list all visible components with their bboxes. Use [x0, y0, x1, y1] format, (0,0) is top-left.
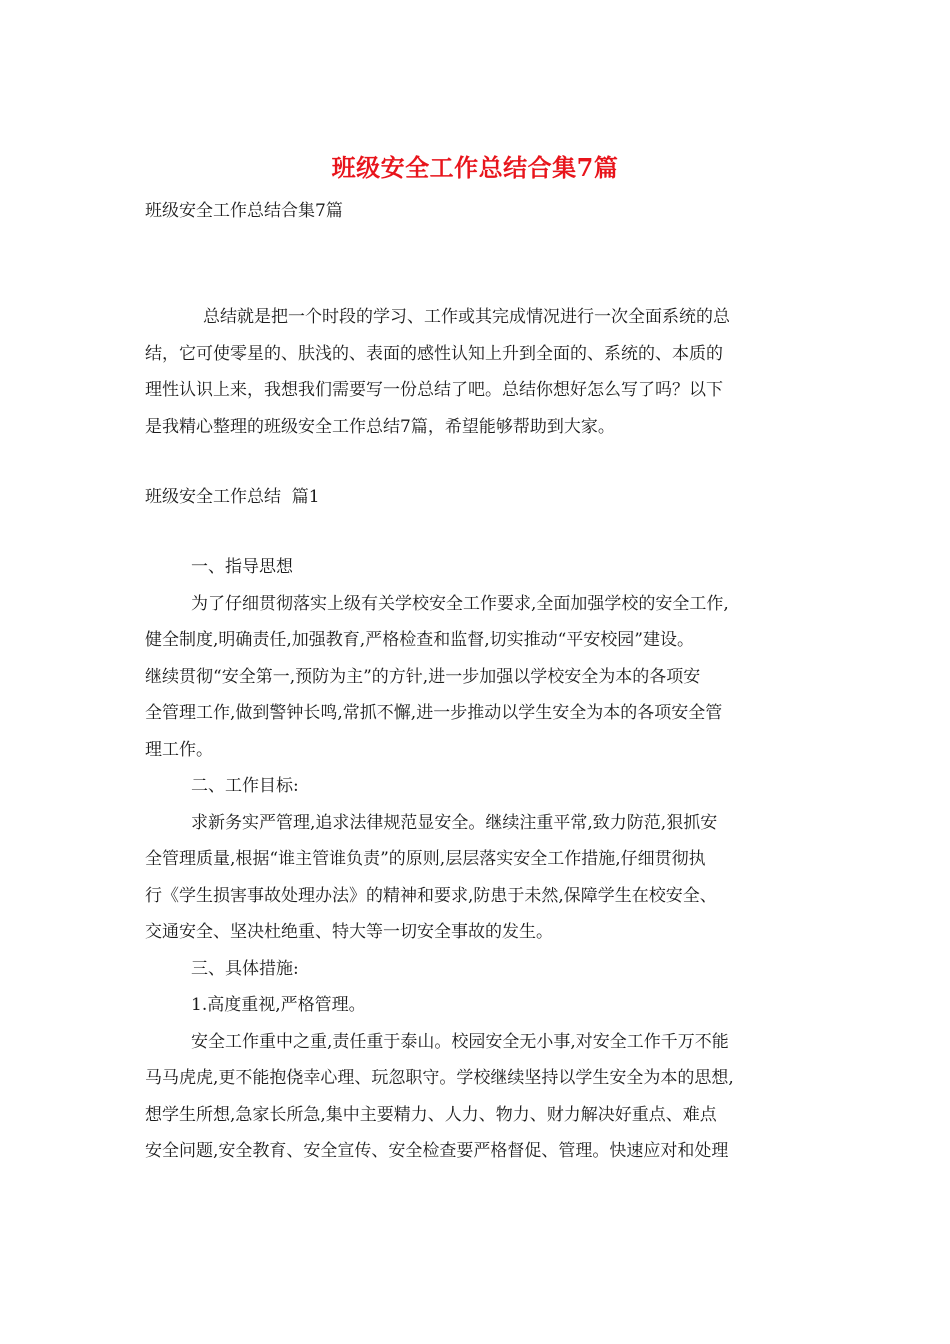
body-line: 为了仔细贯彻落实上级有关学校安全工作要求,全面加强学校的安全工作, [191, 593, 729, 614]
body-line: 求新务实严管理,追求法律规范显安全。继续注重平常,致力防范,狠抓安 [191, 812, 718, 833]
body-line: 想学生所想,急家长所急,集中主要精力、人力、物力、财力解决好重点、难点 [145, 1104, 717, 1125]
body-line: 1.高度重视,严格管理。 [191, 995, 366, 1015]
body-line: 安全问题,安全教育、安全宣传、安全检查要严格督促、管理。快速应对和处理 [145, 1141, 729, 1161]
document-subtitle: 班级安全工作总结合集7篇 [145, 201, 343, 221]
document-title: 班级安全工作总结合集7篇 [331, 153, 619, 182]
intro-line: 理性认识上来，我想我们需要写一份总结了吧。总结你想好怎么写了吗？以下 [145, 380, 723, 400]
body-line: 交通安全、坚决杜绝重、特大等一切安全事故的发生。 [145, 922, 553, 942]
section-heading: 班级安全工作总结 篇1 [145, 487, 320, 507]
intro-paragraph [145, 299, 815, 445]
body-line: 安全工作重中之重,责任重于泰山。校园安全无小事,对安全工作千万不能 [191, 1031, 729, 1052]
intro-line: 结，它可使零星的、肤浅的、表面的感性认知上升到全面的、系统的、本质的 [145, 343, 723, 364]
intro-line: 是我精心整理的班级安全工作总结7篇，希望能够帮助到大家。 [145, 416, 615, 437]
section-body [145, 549, 825, 1170]
body-line: 全管理质量,根据“谁主管谁负责”的原则,层层落实安全工作措施,仔细贯彻执 [145, 849, 706, 869]
body-line: 理工作。 [145, 739, 213, 760]
body-line: 马马虎虎,更不能抱侥幸心理、玩忽职守。学校继续坚持以学生安全为本的思想, [145, 1068, 734, 1088]
body-line: 健全制度,明确责任,加强教育,严格检查和监督,切实推动“平安校园”建设。 [145, 630, 694, 650]
body-line: 全管理工作,做到警钟长鸣,常抓不懈,进一步推动以学生安全为本的各项安全管 [145, 703, 723, 723]
body-line: 三、具体措施: [191, 958, 299, 979]
body-line: 继续贯彻“安全第一,预防为主”的方针,进一步加强以学校安全为本的各项安 [145, 666, 701, 687]
intro-line: 总结就是把一个时段的学习、工作或其完成情况进行一次全面系统的总 [203, 307, 730, 327]
body-line: 二、工作目标: [191, 776, 299, 796]
body-line: 行《学生损害事故处理办法》的精神和要求,防患于未然,保障学生在校安全、 [145, 885, 717, 906]
body-line: 一、指导思想 [191, 557, 293, 577]
